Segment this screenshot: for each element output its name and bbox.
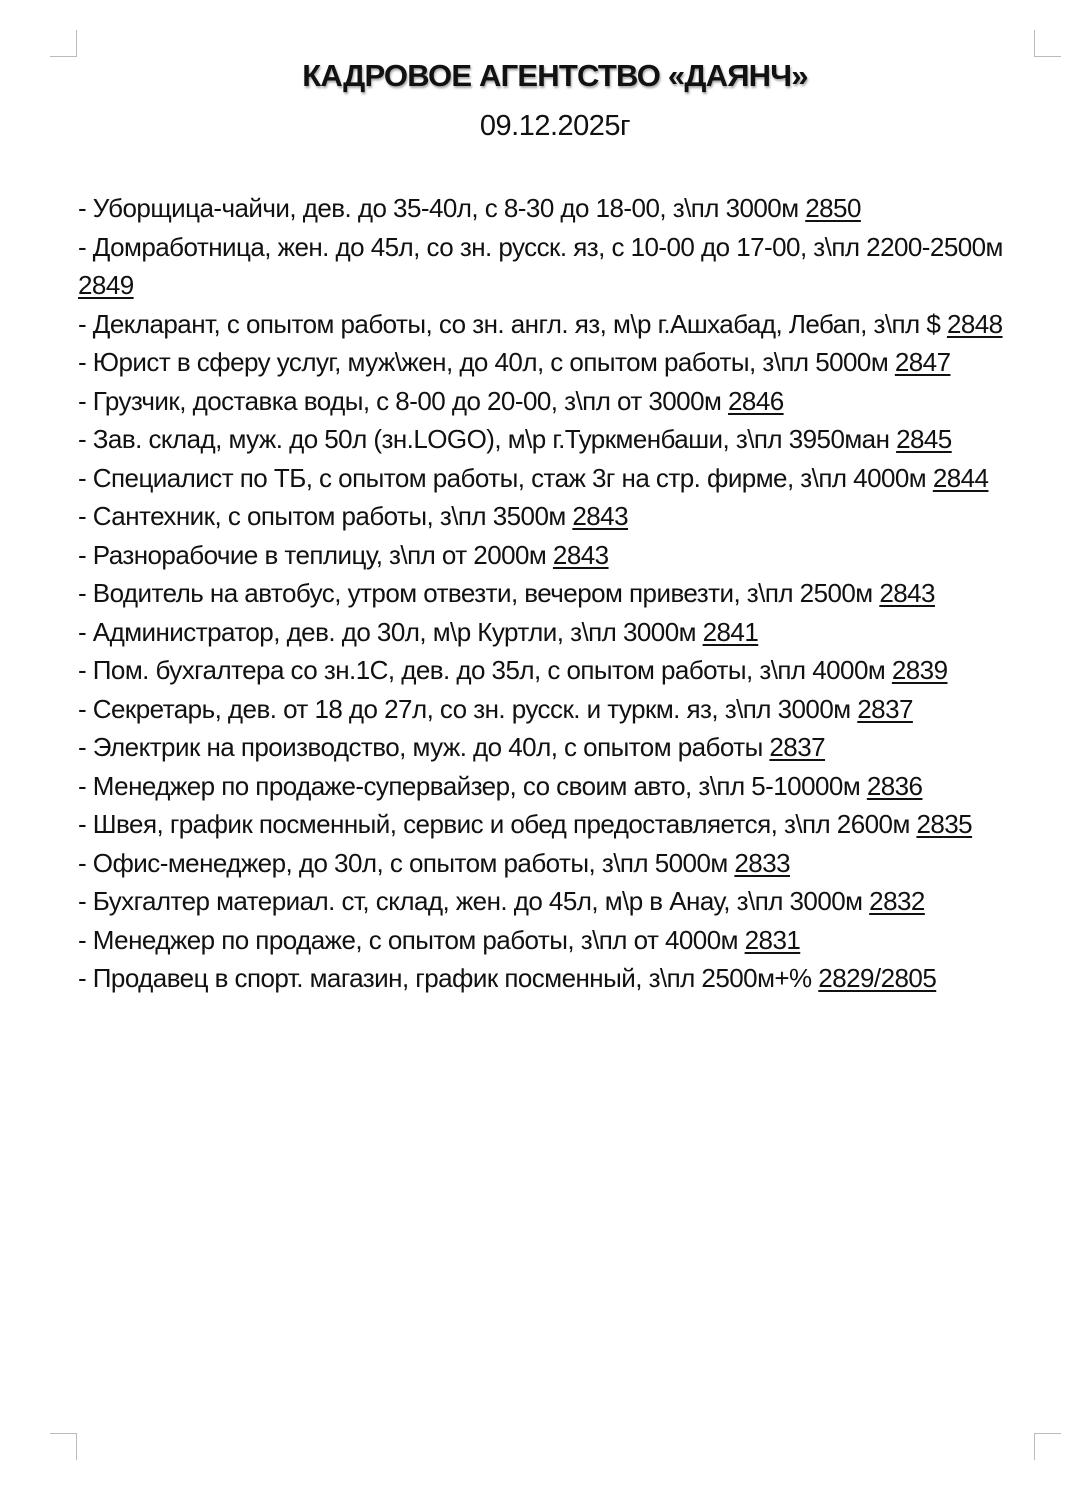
corner-mark-top-left xyxy=(50,30,77,57)
vacancy-description: - Разнорабочие в теплицу, з\пл от 2000м xyxy=(78,539,553,570)
vacancy-code: 2835 xyxy=(916,809,973,839)
vacancy-code: 2837 xyxy=(769,732,826,762)
vacancy-item xyxy=(78,228,1033,305)
document-date: 09.12.2025г xyxy=(479,110,631,142)
vacancy-item xyxy=(78,767,1033,806)
vacancy-code: 2837 xyxy=(857,693,913,724)
vacancy-item xyxy=(78,382,1033,421)
vacancy-code: 2831 xyxy=(744,924,801,955)
vacancy-code: 2850 xyxy=(805,193,861,223)
vacancy-code: 2843 xyxy=(572,501,628,531)
vacancy-code: 2848 xyxy=(946,308,1003,339)
vacancy-item xyxy=(78,613,1033,652)
vacancy-description: - Швея, график посменный, сервис и обед предоставляется, з\пл 2600м xyxy=(78,809,917,839)
vacancy-code: 2849 xyxy=(78,270,134,300)
vacancy-code: 2844 xyxy=(932,462,989,493)
document-title: КАДРОВОЕ АГЕНТСТВО «ДАЯНЧ» xyxy=(302,58,808,93)
vacancy-item xyxy=(78,805,1033,844)
vacancy-description: - Специалист по ТБ, с опытом работы, стаж 3г на стр. фирме, з\пл 4000м xyxy=(78,462,933,493)
vacancy-item xyxy=(78,882,1033,921)
vacancy-code: 2832 xyxy=(869,886,925,916)
vacancy-code: 2829/2805 xyxy=(818,963,937,993)
vacancy-description: - Юрист в сферу услуг, муж\жен, до 40л, с опытом работы, з\пл 5000м xyxy=(78,347,895,377)
vacancy-description: - Домработница, жен. до 45л, со зн. русск. яз, с 10-00 до 17-00, з\пл 2200-2500м xyxy=(78,231,1003,262)
vacancy-item xyxy=(78,459,1033,498)
vacancy-item xyxy=(78,728,1033,767)
vacancy-description: - Администратор, дев. до 30л, м\р Куртли, з\пл 3000м xyxy=(78,616,703,647)
vacancy-item xyxy=(78,497,1033,536)
vacancy-description: - Водитель на автобус, утром отвезти, вечером привезти, з\пл 2500м xyxy=(78,578,880,608)
vacancy-description: - Офис-менеджер, до 30л, с опытом работы, з\пл 5000м xyxy=(78,847,735,878)
vacancy-description: - Менеджер по продаже, с опытом работы, з\пл от 4000м xyxy=(78,924,745,955)
vacancy-description: - Продавец в спорт. магазин, график посменный, з\пл 2500м+% xyxy=(78,963,819,993)
corner-mark-bottom-left xyxy=(50,1433,77,1460)
vacancy-description: - Сантехник, с опытом работы, з\пл 3500м xyxy=(78,501,573,531)
vacancy-item xyxy=(78,690,1033,729)
vacancy-description: - Бухгалтер материал. ст, склад, жен. до 45л, м\р в Анау, з\пл 3000м xyxy=(78,886,870,916)
vacancy-description: - Грузчик, доставка воды, с 8-00 до 20-00, з\пл от 3000м xyxy=(78,385,728,416)
vacancy-code: 2843 xyxy=(879,578,935,608)
vacancy-item xyxy=(78,844,1033,883)
vacancy-code: 2843 xyxy=(552,539,609,570)
vacancy-description: - Зав. склад, муж. до 50л (зн.LOGO), м\р г.Туркменбаши, з\пл 3950ман xyxy=(78,424,897,454)
vacancy-item xyxy=(78,921,1033,960)
vacancy-item xyxy=(78,189,1033,228)
vacancy-item xyxy=(78,420,1033,459)
vacancy-item xyxy=(78,959,1033,998)
vacancy-code: 2846 xyxy=(728,385,784,416)
vacancy-description: - Секретарь, дев. от 18 до 27л, со зн. русск. и туркм. яз, з\пл 3000м xyxy=(78,693,858,724)
vacancy-code: 2839 xyxy=(891,655,948,685)
vacancy-item xyxy=(78,536,1033,575)
vacancy-description: - Пом. бухгалтера со зн.1С, дев. до 35л, с опытом работы, з\пл 4000м xyxy=(78,655,892,685)
vacancy-description: - Менеджер по продаже-супервайзер, со своим авто, з\пл 5-10000м xyxy=(78,770,867,801)
vacancy-list xyxy=(78,189,1033,998)
vacancy-description: - Электрик на производство, муж. до 40л, с опытом работы xyxy=(78,732,770,762)
vacancy-code: 2845 xyxy=(896,424,952,454)
vacancy-code: 2841 xyxy=(702,616,759,647)
vacancy-code: 2836 xyxy=(866,770,923,801)
vacancy-item xyxy=(78,651,1033,690)
vacancy-code: 2847 xyxy=(894,347,951,377)
vacancy-item xyxy=(78,343,1033,382)
vacancy-description: - Декларант, с опытом работы, со зн. англ. яз, м\р г.Ашхабад, Лебап, з\пл $ xyxy=(78,308,947,339)
corner-mark-top-right xyxy=(1034,30,1061,57)
vacancy-item xyxy=(78,305,1033,344)
corner-mark-bottom-right xyxy=(1034,1433,1061,1460)
vacancy-code: 2833 xyxy=(734,847,791,878)
vacancy-description: - Уборщица-чайчи, дев. до 35-40л, с 8-30 до 18-00, з\пл 3000м xyxy=(78,193,806,223)
vacancy-item xyxy=(78,574,1033,613)
